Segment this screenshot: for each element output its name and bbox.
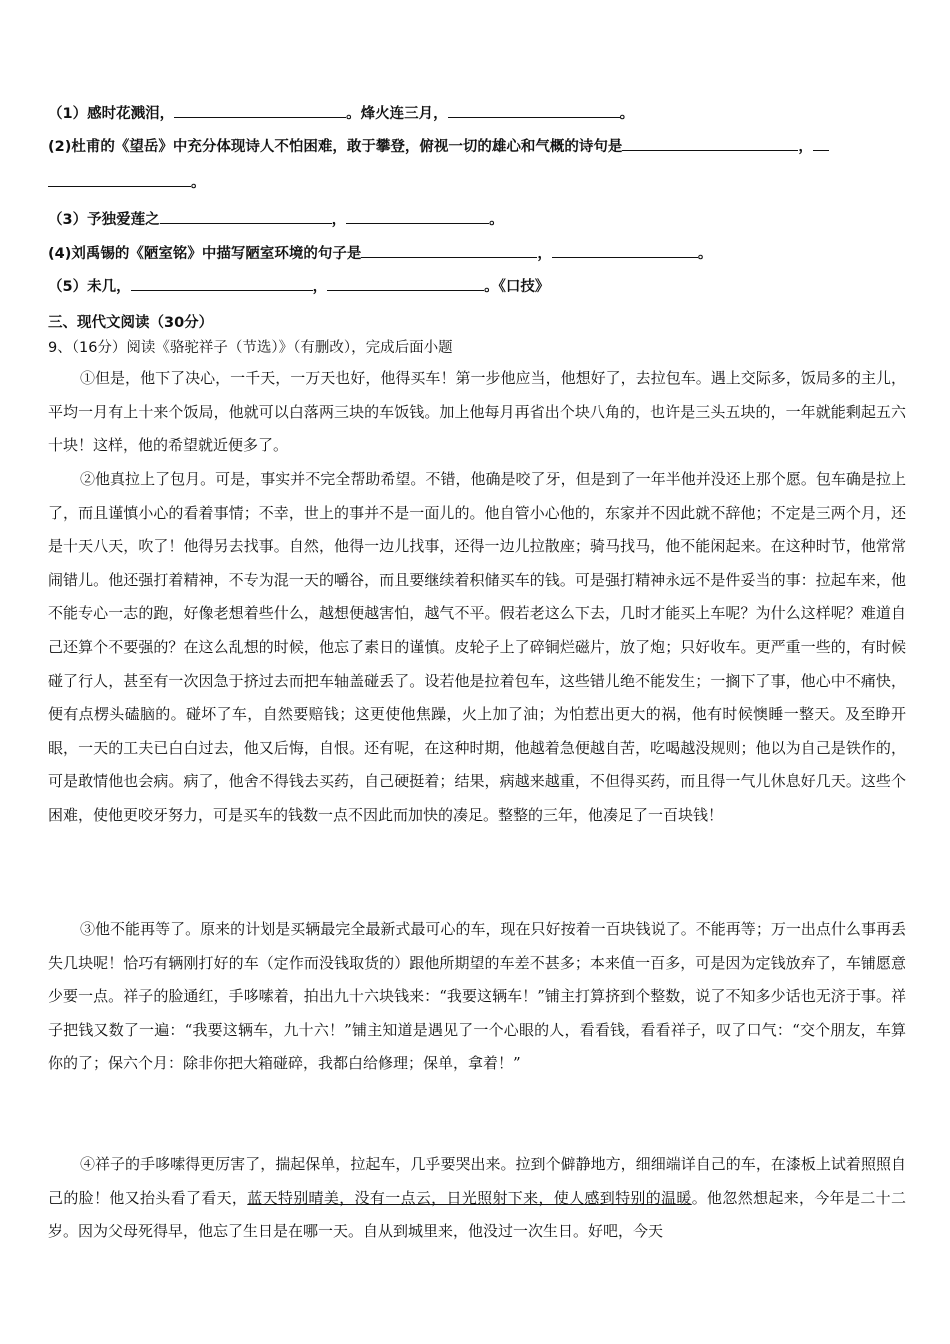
q4-text-c: 。 — [697, 246, 713, 262]
q1-text-b: 。烽火连三月， — [346, 106, 448, 122]
q2-blank-1[interactable] — [622, 136, 798, 151]
question-1 — [48, 103, 634, 124]
q1-text-a: （1）感时花溅泪， — [48, 106, 175, 122]
q5-text-a: （5）未几， — [48, 279, 131, 295]
q5-blank-1[interactable] — [131, 276, 313, 291]
q4-text-a: (4)刘禹锡的《陋室铭》中描写陋室环境的句子是 — [48, 246, 362, 262]
q3-blank-1[interactable] — [160, 209, 332, 224]
q5-text-c: 。《口技》 — [484, 279, 550, 295]
passage-paragraph-1: ①但是，他下了决心，一千天，一万天也好，他得买车！第一步他应当，他想好了，去拉包车。遇上交际多，饭局多的主儿，平均一月有上十来个饭局，他就可以白落两三块的车饭钱。加上他每月再省出个块八角的，也许是三头五块的，一年就能剩起五六十块！这样，他的希望就近便多了。 — [48, 369, 906, 455]
q5-blank-2[interactable] — [327, 276, 484, 291]
q2-text-c: 。 — [191, 175, 206, 191]
question-2 — [48, 136, 829, 157]
q1-blank-1[interactable] — [174, 103, 346, 118]
question-9-title: 9、（16分）阅读《骆驼祥子（节选）》（有删改），完成后面小题 — [48, 340, 453, 356]
p4-text-a: ④祥子的手哆嗦得更厉害了，揣起保单，拉起车，几乎要哭出来。拉到个僻静地方，细细端详自己的车，在漆板上试着照照自己的脸！他又抬头看了看天， — [48, 1155, 906, 1207]
q3-text-a: （3）予独爱莲之 — [48, 212, 160, 228]
q3-blank-2[interactable] — [346, 209, 489, 224]
passage-paragraph-4 — [48, 1148, 906, 1249]
section-heading: 三、现代文阅读（30分） — [48, 315, 214, 331]
p4-underlined-sentence: 蓝天特别晴美，没有一点云，日光照射下来，使人感到特别的温暖 — [247, 1188, 692, 1207]
q4-blank-2[interactable] — [552, 243, 698, 258]
q2-text-a: (2)杜甫的《望岳》中充分体现诗人不怕困难，敢于攀登，俯视一切的雄心和气概的诗句是 — [48, 139, 623, 155]
passage-paragraph-3: ③他不能再等了。原来的计划是买辆最完全最新式最可心的车，现在只好按着一百块钱说了。不能再等；万一出点什么事再丢失几块呢！恰巧有辆刚打好的车（定作而没钱取货的）跟他所期望的车差不甚多；本来值一百多，可是因为定钱放弃了，车铺愿意少要一点。祥子的脸通红，手哆嗦着，拍出九十六块钱来：“我要这辆车！”铺主打算挤到个整数，说了不知多少话也无济于事。祥子把钱又数了一遍：“我要这辆车，九十六！”铺主知道是遇见了一个心眼的人，看看钱，看看祥子，叹了口气：“交个朋友，车算你的了；保六个月：除非你把大箱碰碎，我都白给修理；保单，拿着！” — [48, 920, 906, 1073]
q2-blank-2-start[interactable] — [813, 136, 829, 151]
q5-text-b: ， — [312, 279, 328, 295]
q3-text-b: ， — [331, 212, 347, 228]
q3-text-c: 。 — [489, 212, 504, 228]
q4-text-b: ， — [537, 246, 552, 262]
q2-blank-2-end[interactable] — [48, 172, 191, 187]
question-4 — [48, 243, 712, 264]
q4-blank-1[interactable] — [361, 243, 537, 258]
passage-paragraph-2: ②他真拉上了包月。可是，事实并不完全帮助希望。不错，他确是咬了牙，但是到了一年半他并没还上那个愿。包车确是拉上了，而且谨慎小心的看着事情；不幸，世上的事并不是一面儿的。他自管小心他的，东家并不因此就不辞他；不定是三两个月，还是十天八天，吹了！他得另去找事。自然，他得一边儿找事，还得一边儿拉散座；骑马找马，他不能闲起来。在这种时节，他常常闹错儿。他还强打着精神，不专为混一天的嚼谷，而且要继续着积储买车的钱。可是强打精神永远不是件妥当的事：拉起车来，他不能专心一志的跑，好像老想着些什么，越想便越害怕，越气不平。假若老这么下去，几时才能买上车呢？为什么这样呢？难道自己还算个不要强的？在这么乱想的时候，他忘了素日的谨慎。皮轮子上了碎铜烂磁片，放了炮；只好收车。更严重一些的，有时候碰了行人，甚至有一次因急于挤过去而把车轴盖碰丢了。设若他是拉着包车，这些错儿绝不能发生；一搁下了事，他心中不痛快，便有点楞头磕脑的。碰坏了车，自然要赔钱；这更使他焦躁，火上加了油；为怕惹出更大的祸，他有时候懊睡一整天。及至睁开眼，一天的工夫已白白过去，他又后悔，自恨。还有呢，在这种时期，他越着急便越自苦，吃喝越没规则；他以为自己是铁作的，可是敢情他也会病。病了，他舍不得钱去买药，自己硬挺着；结果，病越来越重，不但得买药，而且得一气儿休息好几天。这些个困难，使他更咬牙努力，可是买车的钱数一点不因此而加快的凑足。整整的三年，他凑足了一百块钱！ — [48, 470, 906, 824]
question-2-cont — [48, 172, 206, 193]
q2-text-b: ， — [798, 139, 813, 155]
q1-text-c: 。 — [619, 106, 635, 122]
p4-text-b: 。他忽然想起来，今年是二十二岁。因为父母死得早，他忘了生日是在哪一天。自从到城里来，他没过一次生日。好吧，今天 — [48, 1188, 906, 1241]
question-5 — [48, 276, 549, 297]
question-3 — [48, 209, 504, 230]
q1-blank-2[interactable] — [448, 103, 620, 118]
